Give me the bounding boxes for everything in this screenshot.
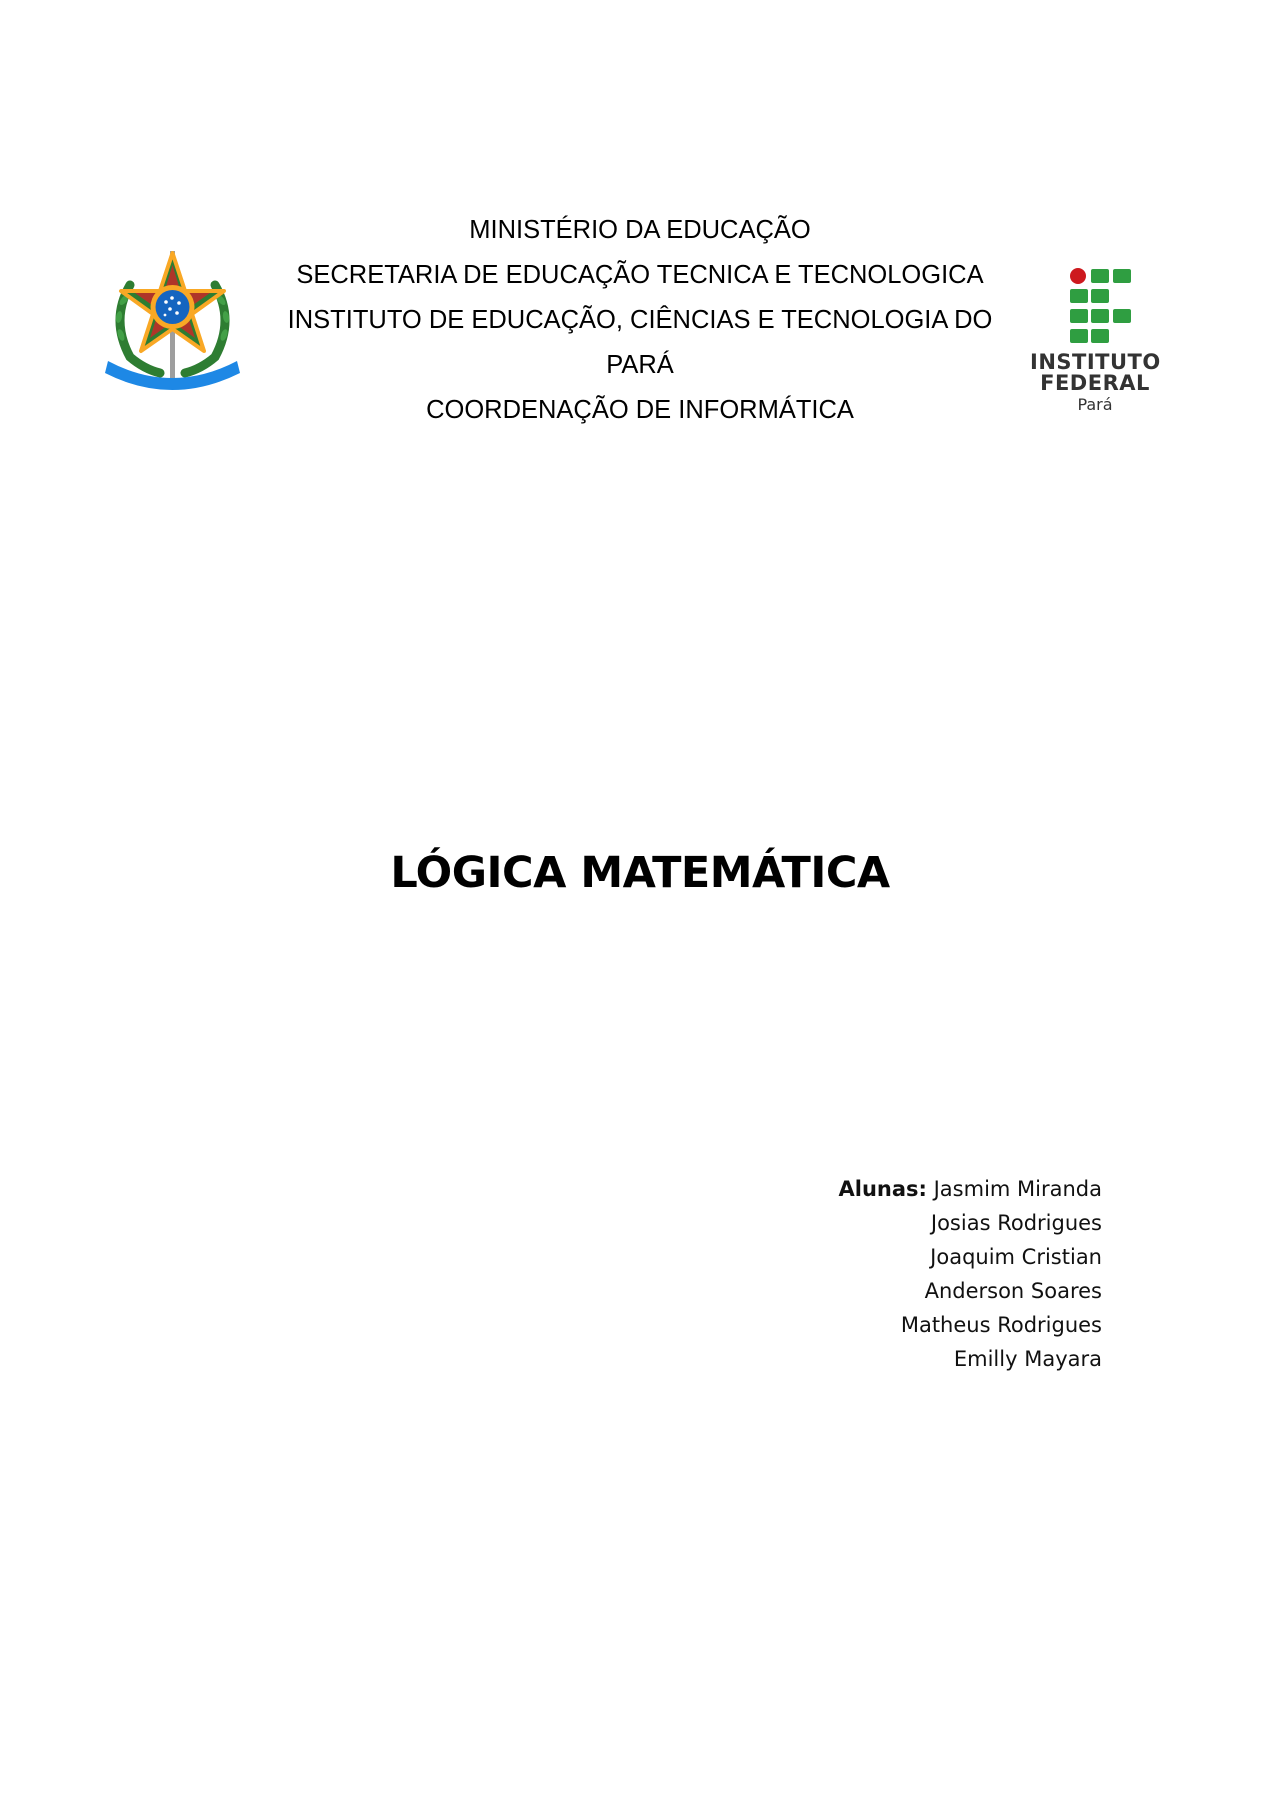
header-line-ministry: MINISTÉRIO DA EDUCAÇÃO: [469, 216, 811, 244]
header-line-secretariat: SECRETARIA DE EDUCAÇÃO TECNICA E TECNOLOGICA: [296, 261, 984, 289]
author-line-first: [800, 1172, 1102, 1206]
authors-block: [800, 1172, 1102, 1376]
brazil-coat-of-arms-icon: [100, 245, 245, 395]
author-name: Matheus Rodrigues: [900, 1313, 1102, 1337]
author-name: Joaquim Cristian: [930, 1245, 1102, 1269]
header-line-coordination: COORDENAÇÃO DE INFORMÁTICA: [426, 396, 854, 424]
authors-label: Alunas:: [838, 1177, 927, 1201]
institution-header: [270, 208, 1010, 433]
document-title: LÓGICA MATEMÁTICA: [390, 848, 890, 898]
author-name: Emilly Mayara: [953, 1347, 1102, 1371]
header-line-institute: INSTITUTO DE EDUCAÇÃO, CIÊNCIAS E TECNOLOGIA DO: [287, 306, 993, 334]
if-logo-line-federal: FEDERAL: [1040, 371, 1150, 395]
author-name: Josias Rodrigues: [930, 1211, 1102, 1235]
if-logo-line-instituto: INSTITUTO: [1030, 350, 1161, 374]
if-logo-grid: [1070, 268, 1134, 348]
author-name: Anderson Soares: [924, 1279, 1102, 1303]
coat-of-arms-graphic: [100, 245, 245, 395]
instituto-federal-logo-icon: [1030, 268, 1160, 418]
header-line-state: PARÁ: [606, 351, 674, 379]
author-name: Jasmim Miranda: [933, 1177, 1102, 1201]
if-logo-line-state: Pará: [1077, 395, 1113, 414]
